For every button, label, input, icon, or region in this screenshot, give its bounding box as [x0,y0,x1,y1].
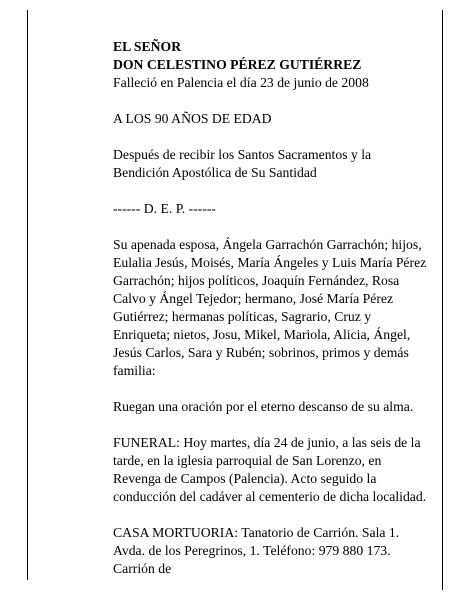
death-line: Falleció en Palencia el día 23 de junio de 2008 [113,75,369,90]
left-border-line [27,10,28,580]
prayer-line: Ruegan una oración por el eterno descanso de su alma. [113,399,414,414]
dep-line: ------ D. E. P. ------ [113,201,216,216]
age-line: A LOS 90 AÑOS DE EDAD [113,111,272,126]
notice-title: EL SEÑOR [113,39,182,54]
family-paragraph: Su apenada esposa, Ángela Garrachón Garrachón; hijos, Eulalia Jesús, Moisés, María Ángeles y Luis María Pérez Garrachón; hijos políticos, Joaquín Fernández, Rosa Calvo y Ángel Tejedor; hermano, José María Pérez Gutiérrez; hermanas políticas, Sagrario, Cruz y Enriqueta; nietos, Josu, Mikel, Mariola, Alicia, Ángel, Jesús Carlos, Sara y Rubén; sobrinos, primos y demás familia: [113,237,427,378]
deceased-name: DON CELESTINO PÉREZ GUTIÉRREZ [113,57,362,72]
funeral-paragraph: FUNERAL: Hoy martes, día 24 de junio, a las seis de la tarde, en la iglesia parroquial de San Lorenzo, en Revenga de Campos (Palencia). Acto seguido la conducción del cadáver al cementerio de dicha localidad. [113,435,427,504]
sacraments-paragraph: Después de recibir los Santos Sacramentos y la Bendición Apostólica de Su Santidad [113,147,372,180]
obituary-notice [113,38,429,578]
right-border-line [442,10,443,590]
mortuary-paragraph: CASA MORTUORIA: Tanatorio de Carrión. Sala 1. Avda. de los Peregrinos, 1. Teléfono: 979 880 173. Carrión de [113,525,400,576]
